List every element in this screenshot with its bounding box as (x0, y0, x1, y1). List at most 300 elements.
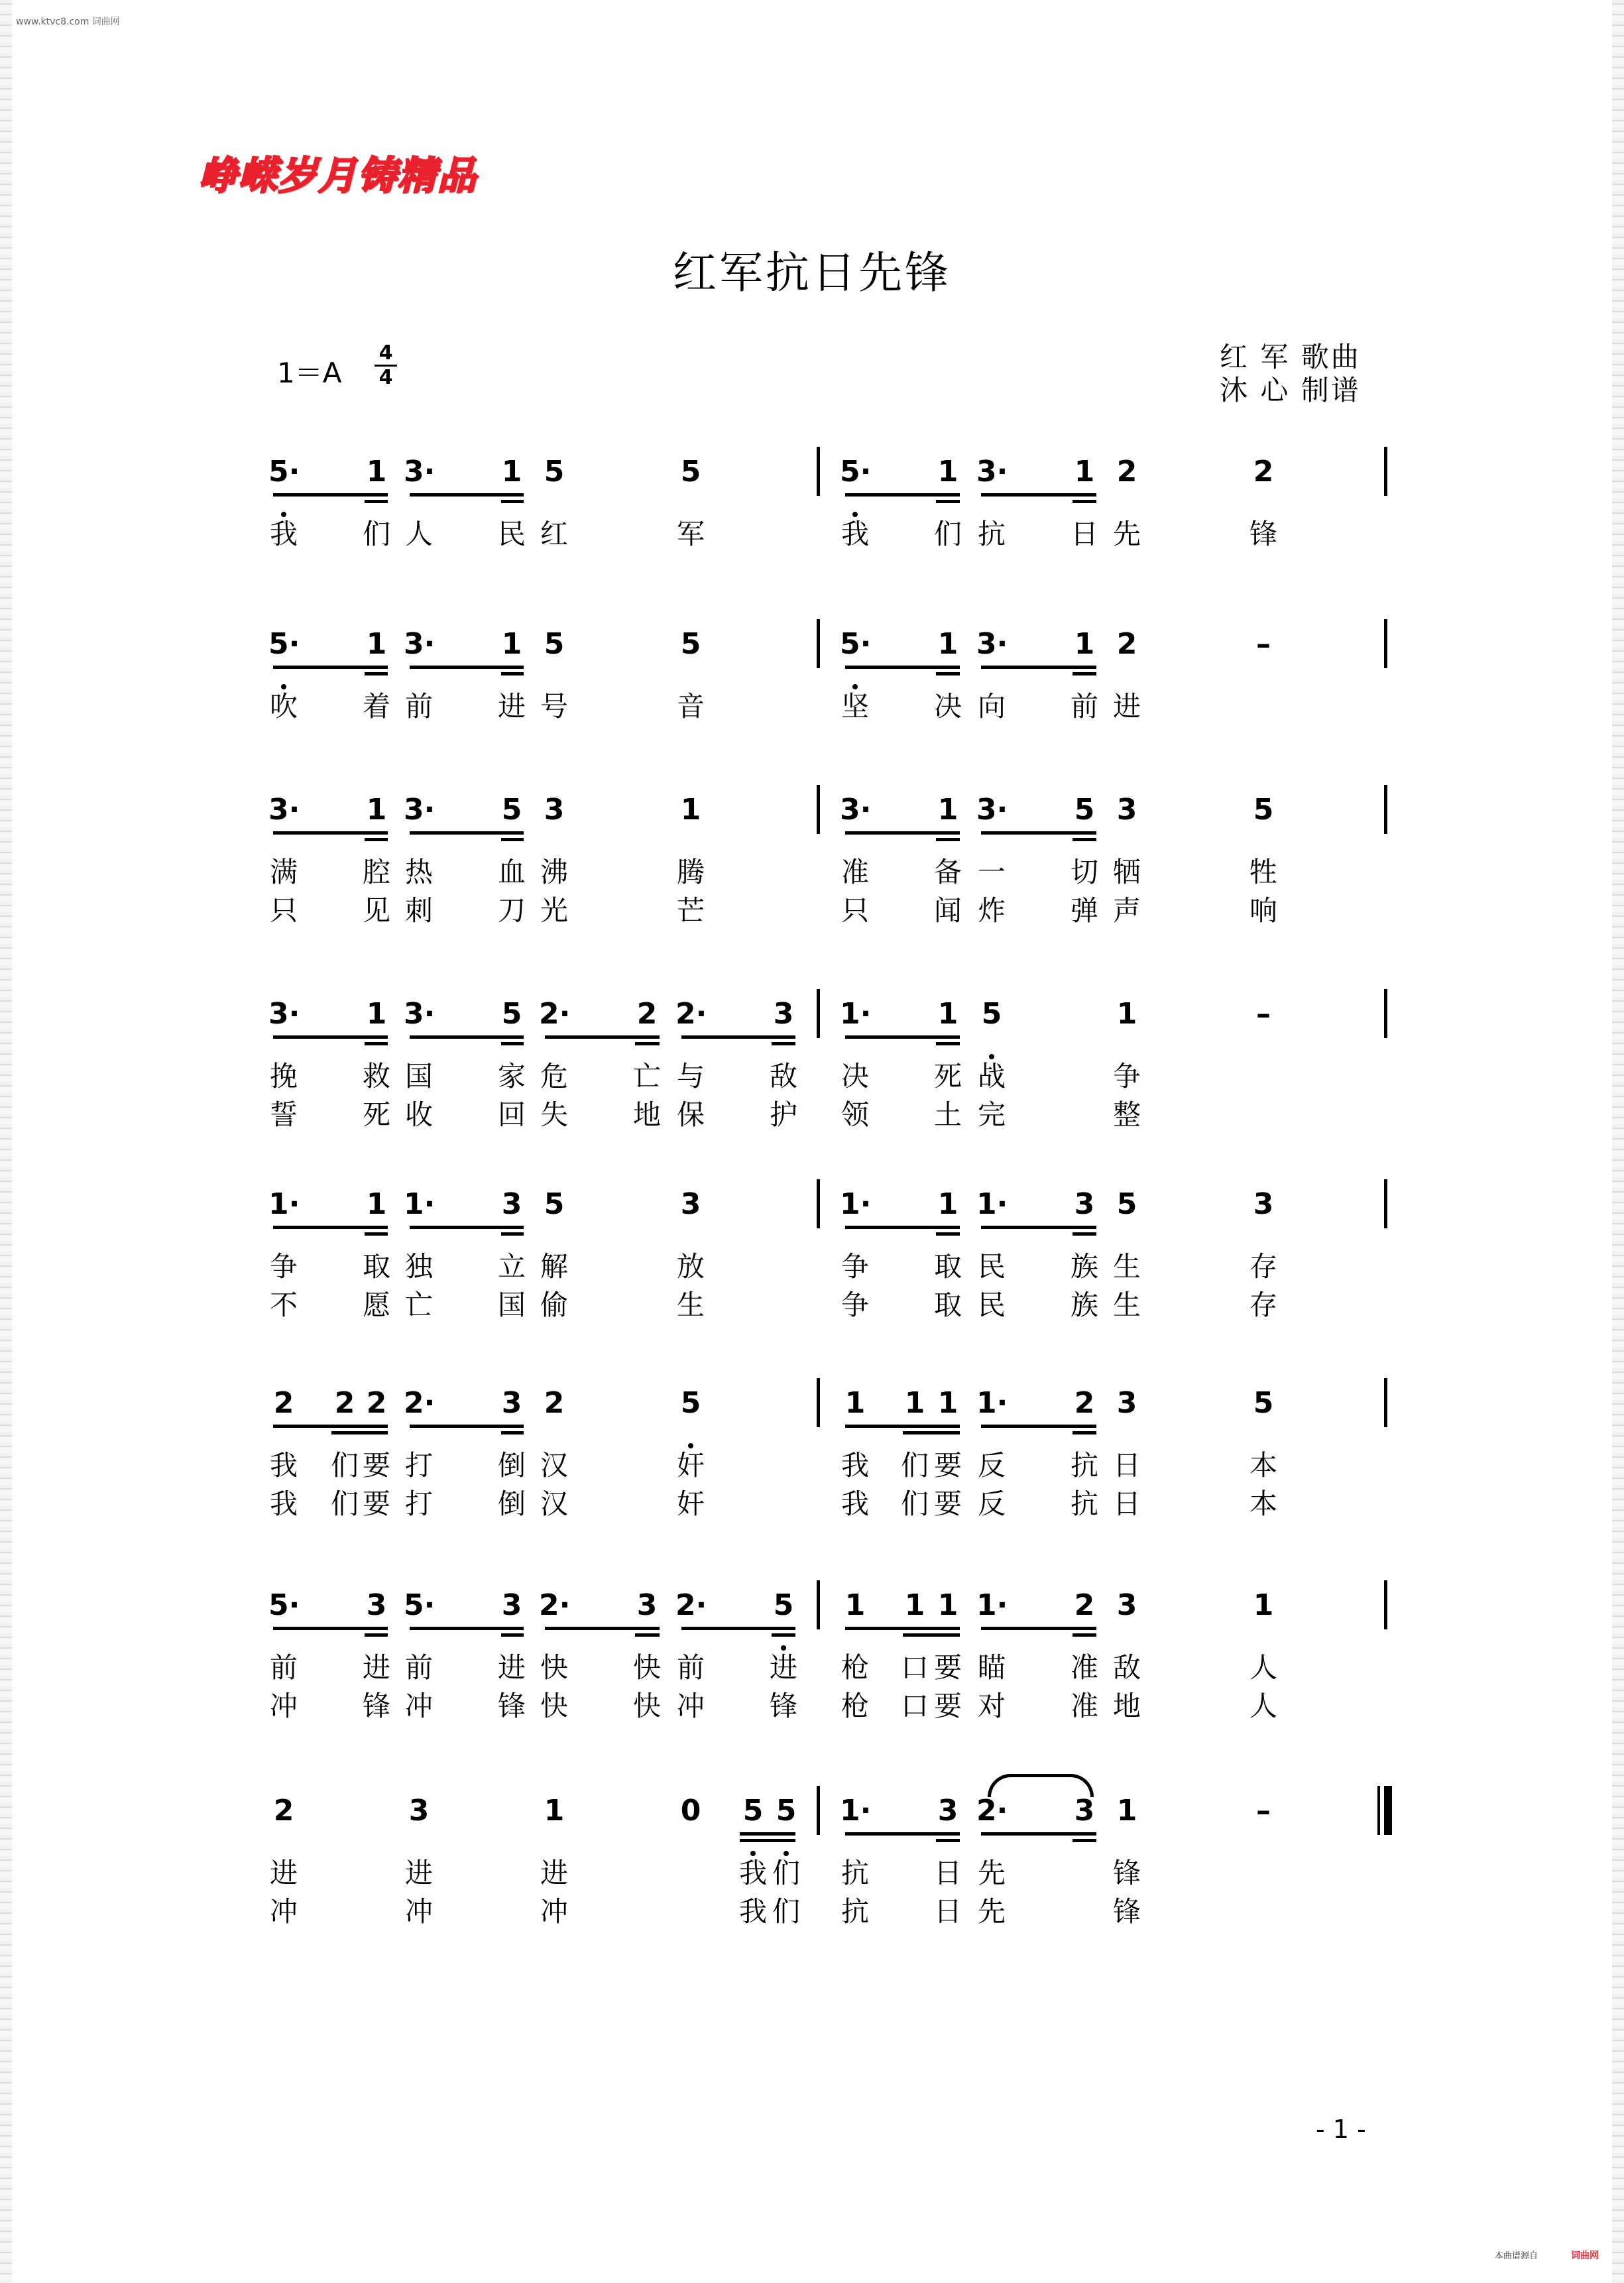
lyric-syllable: 进 (497, 690, 526, 723)
jianpu-note: – (1256, 627, 1271, 661)
lyric-syllable: 声 (1112, 894, 1141, 927)
barline (817, 1580, 820, 1629)
lyric-syllable: 保 (676, 1098, 705, 1131)
jianpu-note: 1· (268, 1187, 300, 1221)
lyric-syllable: 挽 (269, 1060, 298, 1092)
jianpu-note: 3· (268, 793, 300, 827)
jianpu-note: 3 (1074, 1794, 1095, 1828)
credit-composer: 红 军 歌曲 (1220, 341, 1361, 373)
eighth-beam (981, 493, 1096, 497)
barline (1384, 447, 1387, 496)
barline (817, 1378, 820, 1427)
lyric-syllable: 敌 (1112, 1651, 1141, 1684)
lyric-syllable: 国 (404, 1060, 433, 1092)
lyric-syllable: 冲 (269, 1895, 298, 1928)
sixteenth-beam (1073, 1431, 1096, 1434)
sixteenth-beam (1073, 672, 1096, 675)
lyric-syllable: 倒 (497, 1488, 526, 1520)
lyric-syllable: 人 (1249, 1651, 1277, 1684)
lyric-syllable: 与 (676, 1060, 705, 1092)
jianpu-note: 5 (544, 627, 565, 661)
jianpu-note: 1 (501, 455, 522, 489)
jianpu-note: 5 (773, 1588, 794, 1622)
jianpu-note: 2 (273, 1386, 294, 1420)
lyric-syllable: 枪 (841, 1651, 869, 1684)
lyric-syllable: 护 (769, 1098, 797, 1131)
lyric-syllable: 取 (933, 1250, 962, 1283)
lyric-syllable: 切 (1070, 856, 1098, 888)
lyric-syllable: 见 (362, 894, 390, 927)
lyric-syllable: 取 (362, 1250, 390, 1283)
lyric-syllable: 民 (977, 1289, 1006, 1321)
lyric-syllable: 要 (933, 1651, 962, 1684)
lyric-syllable: 失 (540, 1098, 568, 1131)
barline (1384, 989, 1387, 1038)
jianpu-note: 1 (366, 1187, 387, 1221)
lyric-syllable: 愿 (362, 1289, 390, 1321)
lyric-syllable: 解 (540, 1250, 568, 1283)
sixteenth-beam (1073, 1839, 1096, 1842)
lyric-syllable: 们 (772, 1895, 800, 1928)
lyric-syllable: 生 (1112, 1289, 1141, 1321)
lyric-syllable: 前 (404, 1651, 433, 1684)
jianpu-note: 3· (404, 627, 435, 661)
site-header: www.ktvc8.com 词曲网 (16, 17, 120, 27)
jianpu-note: 3 (501, 1386, 522, 1420)
low-octave-dot (852, 684, 858, 689)
lyric-syllable: 死 (362, 1098, 390, 1131)
key-signature: 1＝A (277, 357, 342, 389)
eighth-beam (740, 1832, 795, 1836)
lyric-syllable: 快 (540, 1690, 568, 1722)
lyric-syllable: 反 (977, 1488, 1006, 1520)
lyric-syllable: 瞄 (977, 1651, 1006, 1684)
lyric-syllable: 回 (497, 1098, 526, 1131)
sixteenth-beam (365, 1042, 388, 1045)
jianpu-note: 1 (937, 997, 958, 1031)
jianpu-note: 3 (501, 1187, 522, 1221)
lyric-syllable: 打 (404, 1488, 433, 1520)
eighth-beam (845, 1035, 960, 1039)
jianpu-note: 5 (501, 793, 522, 827)
lyric-syllable: 人 (404, 518, 433, 550)
eighth-beam (981, 1226, 1096, 1229)
jianpu-note: 5 (501, 997, 522, 1031)
lyric-syllable: 完 (977, 1098, 1006, 1131)
time-signature-bottom: 4 (378, 366, 393, 389)
lyric-syllable: 我 (738, 1857, 767, 1889)
jianpu-note: 3· (976, 793, 1008, 827)
lyric-syllable: 打 (404, 1449, 433, 1482)
lyric-syllable: 我 (841, 1449, 869, 1482)
lyric-syllable: 日 (1070, 518, 1098, 550)
lyric-syllable: 对 (977, 1690, 1006, 1722)
sixteenth-beam (903, 1431, 960, 1434)
jianpu-note: 1· (840, 1794, 872, 1828)
jianpu-note: 2· (539, 1588, 571, 1622)
sixteenth-beam (1073, 838, 1096, 841)
lyric-syllable: 日 (1112, 1488, 1141, 1520)
lyric-syllable: 进 (769, 1651, 797, 1684)
jianpu-note: 5 (1253, 1386, 1274, 1420)
sixteenth-beam (936, 1232, 960, 1236)
barline (817, 447, 820, 496)
lyric-syllable: 我 (738, 1895, 767, 1928)
lyric-syllable: 备 (933, 856, 962, 888)
lyric-syllable: 我 (841, 518, 869, 550)
eighth-beam (273, 831, 388, 835)
sixteenth-beam (501, 672, 524, 675)
tie-slur (988, 1774, 1094, 1797)
jianpu-note: 1 (366, 455, 387, 489)
eighth-beam (273, 1425, 388, 1428)
jianpu-note: 3 (1253, 1187, 1274, 1221)
lyric-syllable: 独 (404, 1250, 433, 1283)
lyric-syllable: 先 (977, 1895, 1006, 1928)
jianpu-note: 1 (1116, 1794, 1137, 1828)
lyric-syllable: 进 (540, 1857, 568, 1889)
lyric-syllable: 抗 (1070, 1449, 1098, 1482)
jianpu-note: 2 (544, 1386, 565, 1420)
barline (1384, 1378, 1387, 1427)
lyric-syllable: 人 (1249, 1690, 1277, 1722)
lyric-syllable: 腾 (676, 856, 705, 888)
jianpu-note: 2 (1074, 1386, 1095, 1420)
barline (817, 989, 820, 1038)
lyric-syllable: 家 (497, 1060, 526, 1092)
jianpu-note: 5 (544, 1187, 565, 1221)
jianpu-note: 3 (1116, 1588, 1137, 1622)
barline (817, 619, 820, 668)
jianpu-note: 1 (937, 1588, 958, 1622)
lyric-syllable: 一 (977, 856, 1006, 888)
jianpu-note: 1 (904, 1386, 925, 1420)
lyric-syllable: 锋 (1112, 1895, 1141, 1928)
jianpu-note: 3· (404, 455, 435, 489)
jianpu-note: 3 (1116, 793, 1137, 827)
lyric-syllable: 快 (632, 1690, 661, 1722)
eighth-beam (981, 1832, 1096, 1836)
jianpu-note: 3· (840, 793, 872, 827)
lyric-syllable: 准 (841, 856, 869, 888)
lyric-syllable: 准 (1070, 1651, 1098, 1684)
jianpu-note: 3 (937, 1794, 958, 1828)
jianpu-note: 5 (544, 455, 565, 489)
jianpu-note: 3 (636, 1588, 658, 1622)
low-octave-dot (281, 684, 286, 689)
eighth-beam (845, 666, 960, 669)
lyric-syllable: 民 (977, 1250, 1006, 1283)
lyric-syllable: 前 (1070, 690, 1098, 723)
low-octave-dot (783, 1851, 789, 1856)
lyric-syllable: 着 (362, 690, 390, 723)
eighth-beam (845, 1226, 960, 1229)
lyric-syllable: 刀 (497, 894, 526, 927)
jianpu-note: – (1256, 1794, 1271, 1828)
lyric-syllable: 前 (404, 690, 433, 723)
lyric-syllable: 誓 (269, 1098, 298, 1131)
lyric-syllable: 冲 (404, 1690, 433, 1722)
footer-site: 词曲网 (1571, 2251, 1599, 2261)
lyric-syllable: 日 (1112, 1449, 1141, 1482)
lyric-syllable: 决 (841, 1060, 869, 1092)
lyric-syllable: 只 (841, 894, 869, 927)
sixteenth-beam (740, 1839, 795, 1842)
sixteenth-beam (501, 1633, 524, 1637)
jianpu-note: 2 (1074, 1588, 1095, 1622)
jianpu-note: 3 (1116, 1386, 1137, 1420)
jianpu-note: 1· (840, 997, 872, 1031)
barline (817, 1786, 820, 1835)
lyric-syllable: 锋 (1249, 518, 1277, 550)
lyric-syllable: 抗 (1070, 1488, 1098, 1520)
lyric-syllable: 民 (497, 518, 526, 550)
jianpu-note: 2 (1116, 455, 1137, 489)
sixteenth-beam (331, 1431, 388, 1434)
jianpu-note: 5· (268, 627, 300, 661)
lyric-syllable: 快 (632, 1651, 661, 1684)
lyric-syllable: 进 (497, 1651, 526, 1684)
jianpu-note: 5 (981, 997, 1002, 1031)
lyric-syllable: 争 (269, 1250, 298, 1283)
lyric-syllable: 响 (1249, 894, 1277, 927)
sixteenth-beam (635, 1633, 660, 1637)
eighth-beam (410, 493, 524, 497)
jianpu-note: 1 (366, 793, 387, 827)
lyric-syllable: 本 (1249, 1488, 1277, 1520)
lyric-syllable: 闻 (933, 894, 962, 927)
lyric-syllable: 刺 (404, 894, 433, 927)
low-octave-dot (852, 512, 858, 517)
barline (1384, 1580, 1387, 1629)
barline (1384, 1179, 1387, 1228)
lyric-syllable: 锋 (362, 1690, 390, 1722)
lyric-syllable: 倒 (497, 1449, 526, 1482)
sixteenth-beam (501, 1042, 524, 1045)
lyric-syllable: 芒 (676, 894, 705, 927)
jianpu-note: 1 (1074, 627, 1095, 661)
lyric-syllable: 整 (1112, 1098, 1141, 1131)
sixteenth-beam (501, 1431, 524, 1434)
lyric-syllable: 只 (269, 894, 298, 927)
lyric-syllable: 快 (540, 1651, 568, 1684)
sixteenth-beam (501, 1232, 524, 1236)
lyric-syllable: 地 (632, 1098, 661, 1131)
lyric-syllable: 冲 (676, 1690, 705, 1722)
jianpu-note: 1· (840, 1187, 872, 1221)
jianpu-note: 3 (1074, 1187, 1095, 1221)
jianpu-note: 1 (366, 997, 387, 1031)
lyric-syllable: 牺 (1112, 856, 1141, 888)
jianpu-note: 3 (773, 997, 794, 1031)
eighth-beam (845, 831, 960, 835)
eighth-beam (981, 1627, 1096, 1630)
lyric-syllable: 前 (676, 1651, 705, 1684)
jianpu-note: 1 (904, 1588, 925, 1622)
eighth-beam (273, 666, 388, 669)
sixteenth-beam (772, 1042, 795, 1045)
lyric-syllable: 亡 (404, 1289, 433, 1321)
lyric-syllable: 要 (933, 1690, 962, 1722)
sixteenth-beam (365, 1633, 388, 1637)
lyric-syllable: 决 (933, 690, 962, 723)
footer-source: 本曲谱源自 (1495, 2251, 1538, 2261)
sixteenth-beam (365, 838, 388, 841)
lyric-syllable: 军 (676, 518, 705, 550)
right-border-stripe (1612, 0, 1624, 2283)
lyric-syllable: 号 (540, 690, 568, 723)
jianpu-note: 5· (840, 455, 872, 489)
low-octave-dot (688, 1443, 693, 1448)
time-signature-top: 4 (378, 341, 393, 365)
sixteenth-beam (936, 1839, 960, 1842)
lyric-syllable: 争 (841, 1289, 869, 1321)
lyric-syllable: 炸 (977, 894, 1006, 927)
eighth-beam (981, 831, 1096, 835)
barline (1384, 619, 1387, 668)
sixteenth-beam (936, 838, 960, 841)
credit-transcriber: 沐 心 制谱 (1220, 374, 1361, 406)
lyric-syllable: 国 (497, 1289, 526, 1321)
sixteenth-beam (365, 672, 388, 675)
jianpu-note: 3· (404, 997, 435, 1031)
lyric-syllable: 敌 (769, 1060, 797, 1092)
lyric-syllable: 沸 (540, 856, 568, 888)
eighth-beam (545, 1627, 660, 1630)
low-octave-dot (750, 1851, 756, 1856)
lyric-syllable: 本 (1249, 1449, 1277, 1482)
lyric-syllable: 抗 (977, 518, 1006, 550)
lyric-syllable: 土 (933, 1098, 962, 1131)
lyric-syllable: 抗 (841, 1857, 869, 1889)
jianpu-note: 5 (680, 627, 701, 661)
jianpu-note: 0 (680, 1794, 701, 1828)
barline (817, 1179, 820, 1228)
lyric-syllable: 族 (1070, 1289, 1098, 1321)
sixteenth-beam (1073, 1633, 1096, 1637)
eighth-beam (681, 1035, 795, 1039)
lyric-syllable: 要 (362, 1449, 390, 1482)
lyric-syllable: 吹 (269, 690, 298, 723)
eighth-beam (273, 493, 388, 497)
lyric-syllable: 前 (269, 1651, 298, 1684)
lyric-syllable: 汉 (540, 1449, 568, 1482)
jianpu-note: 2 (636, 997, 658, 1031)
jianpu-note: 5· (268, 1588, 300, 1622)
jianpu-note: 2 (273, 1794, 294, 1828)
lyric-syllable: 进 (404, 1857, 433, 1889)
lyric-syllable: 枪 (841, 1690, 869, 1722)
jianpu-note: 5 (1116, 1187, 1137, 1221)
sixteenth-beam (1073, 500, 1096, 503)
jianpu-note: 2 (1116, 627, 1137, 661)
sixteenth-beam (501, 500, 524, 503)
lyric-syllable: 偷 (540, 1289, 568, 1321)
jianpu-note: 5 (1074, 793, 1095, 827)
jianpu-note: 3 (408, 1794, 430, 1828)
jianpu-note: 3 (366, 1588, 387, 1622)
lyric-syllable: 存 (1249, 1250, 1277, 1283)
eighth-beam (273, 1226, 388, 1229)
jianpu-note: 3· (404, 793, 435, 827)
watermark-logo: 峥嵘岁月铸精品 (199, 153, 478, 198)
lyric-syllable: 进 (1112, 690, 1141, 723)
jianpu-note: 1 (844, 1588, 866, 1622)
sixteenth-beam (365, 500, 388, 503)
jianpu-note: 5· (840, 627, 872, 661)
lyric-syllable: 抗 (841, 1895, 869, 1928)
lyric-syllable: 光 (540, 894, 568, 927)
eighth-beam (273, 1035, 388, 1039)
sixteenth-beam (936, 1042, 960, 1045)
lyric-syllable: 坚 (841, 690, 869, 723)
lyric-syllable: 生 (676, 1289, 705, 1321)
jianpu-note: 1 (937, 1386, 958, 1420)
lyric-syllable: 取 (933, 1289, 962, 1321)
lyric-syllable: 先 (1112, 518, 1141, 550)
sixteenth-beam (1073, 1232, 1096, 1236)
lyric-syllable: 亡 (632, 1060, 661, 1092)
lyric-syllable: 们 (330, 1449, 359, 1482)
lyric-syllable: 们 (900, 1449, 929, 1482)
lyric-syllable: 立 (497, 1250, 526, 1283)
lyric-syllable: 腔 (362, 856, 390, 888)
lyric-syllable: 要 (933, 1449, 962, 1482)
jianpu-note: 5 (680, 1386, 701, 1420)
barline (1384, 785, 1387, 834)
lyric-syllable: 我 (269, 518, 298, 550)
jianpu-note: 2· (675, 997, 707, 1031)
eighth-beam (410, 1226, 524, 1229)
lyric-syllable: 冲 (269, 1690, 298, 1722)
eighth-beam (981, 1425, 1096, 1428)
lyric-syllable: 反 (977, 1449, 1006, 1482)
credits (1220, 341, 1361, 407)
jianpu-note: 3 (544, 793, 565, 827)
lyric-syllable: 们 (772, 1857, 800, 1889)
jianpu-note: 3· (976, 627, 1008, 661)
eighth-beam (845, 493, 960, 497)
lyric-syllable: 日 (933, 1895, 962, 1928)
jianpu-note: 2 (366, 1386, 387, 1420)
lyric-syllable: 热 (404, 856, 433, 888)
jianpu-note: 1 (937, 793, 958, 827)
low-octave-dot (781, 1645, 786, 1651)
lyric-syllable: 奸 (676, 1488, 705, 1520)
jianpu-note: 5· (404, 1588, 435, 1622)
lyric-syllable: 危 (540, 1060, 568, 1092)
lyric-syllable: 争 (841, 1250, 869, 1283)
lyric-syllable: 领 (841, 1098, 869, 1131)
barline (817, 785, 820, 834)
sixteenth-beam (936, 672, 960, 675)
left-border-stripe (0, 0, 12, 2283)
jianpu-note: 2 (1253, 455, 1274, 489)
final-barline-thick (1385, 1786, 1392, 1835)
lyric-syllable: 音 (676, 690, 705, 723)
lyric-syllable: 牲 (1249, 856, 1277, 888)
jianpu-note: 3 (680, 1187, 701, 1221)
lyric-syllable: 我 (269, 1488, 298, 1520)
lyric-syllable: 进 (269, 1857, 298, 1889)
jianpu-note: 1· (976, 1588, 1008, 1622)
lyric-syllable: 先 (977, 1857, 1006, 1889)
lyric-syllable: 向 (977, 690, 1006, 723)
jianpu-note: 5 (742, 1794, 764, 1828)
jianpu-note: 2 (334, 1386, 355, 1420)
sixteenth-beam (501, 838, 524, 841)
lyric-syllable: 冲 (540, 1895, 568, 1928)
